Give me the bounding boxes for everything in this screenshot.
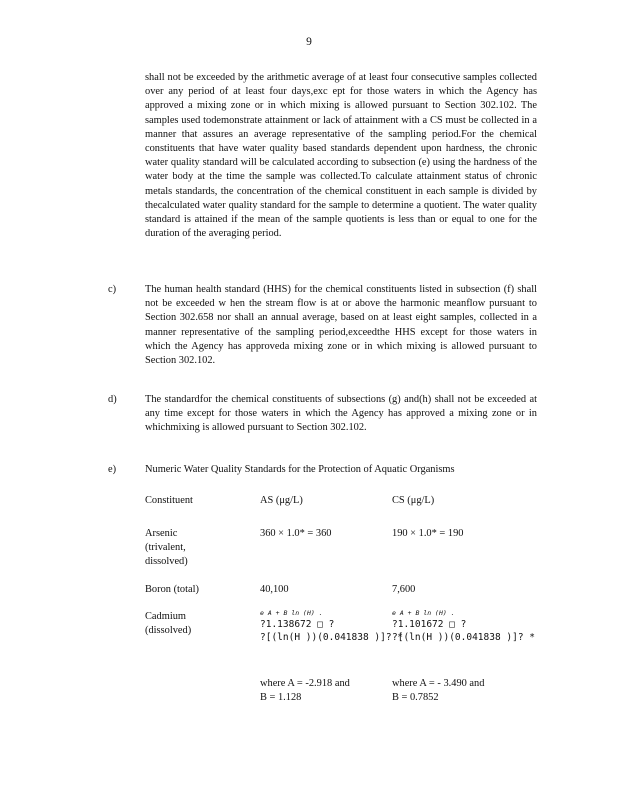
cadmium-as-where: where A = -2.918 and B = 1.128 — [260, 678, 350, 704]
cadmium-as-formula: e A + B ln (H) . ?1.138672 □ ? ?[(ln(H ))(0.041838 )]? * — [260, 609, 403, 643]
section-label-c: c) — [108, 284, 117, 295]
boron-name: Boron (total) — [145, 584, 199, 595]
section-label-e: e) — [108, 464, 117, 475]
section-text-c: The human health standard (HHS) for the chemical constituents listed in subsection (f) shall not be exceeded w hen the stream flow is at or above the harmonic meanflow pursuant to Section 302.658 nor shall an annual average, based on at least eight samples, collected in a manner representative of the sampling period,exceedthe HHS except for those waters in which the Agency has approveda mixing zone or in which mixing is allowed pursuant to Section 302.102. — [145, 284, 537, 367]
section-text-e: Numeric Water Quality Standards for the Protection of Aquatic Organisms — [145, 464, 455, 475]
section-text-d: The standardfor the chemical constituents of subsections (g) and(h) shall not be exceeded at any time except for those waters in which the Agency has approved a mixing zone or in whichmixing is allowed pursuant to Section 302.102. — [145, 394, 537, 434]
boron-cs: 7,600 — [392, 584, 416, 595]
boron-as: 40,100 — [260, 584, 289, 595]
arsenic-cs: 190 × 1.0* = 190 — [392, 528, 464, 539]
header-as: AS (μg/L) — [260, 495, 303, 506]
header-constituent: Constituent — [145, 495, 193, 506]
arsenic-as: 360 × 1.0* = 360 — [260, 528, 332, 539]
intro-paragraph: shall not be exceeded by the arithmetic average of at least four consecutive samples collected over any period of at least four days,exc ept for those waters in which the Agency has approved a mixing zone or in which mixing is allowed pursuant to Section 302.102. The samples used todemonstrate attainment or lack of attainment with a CS must be collected in a manner that assures an average representative of the sampling period.For the chemical constituents that have water quality based standards dependent upon hardness, the chronic water quality standard will be calculated according to subsection (e) using the hardness of the water body at the time the sample was collected.To calculate attainment status of chronic metals standards, the concentration of the chemical constituent in each sample is divided by thecalculated water quality standard for the sample to determine a quotient. The water quality standard is attained if the mean of the sample quotients is less than or equal to one for the duration of the averaging period. — [145, 72, 537, 240]
arsenic-name: Arsenic (trivalent, dissolved) — [145, 528, 188, 568]
cadmium-cs-where: where A = - 3.490 and B = 0.7852 — [392, 678, 485, 704]
header-cs: CS (μg/L) — [392, 495, 435, 506]
cadmium-cs-formula: e A + B ln (H) . ?1.101672 □ ? ?[(ln(H ))(0.041838 )]? * — [392, 609, 535, 643]
section-label-d: d) — [108, 394, 117, 405]
cadmium-name: Cadmium (dissolved) — [145, 611, 192, 637]
page-number: 9 — [306, 36, 312, 48]
